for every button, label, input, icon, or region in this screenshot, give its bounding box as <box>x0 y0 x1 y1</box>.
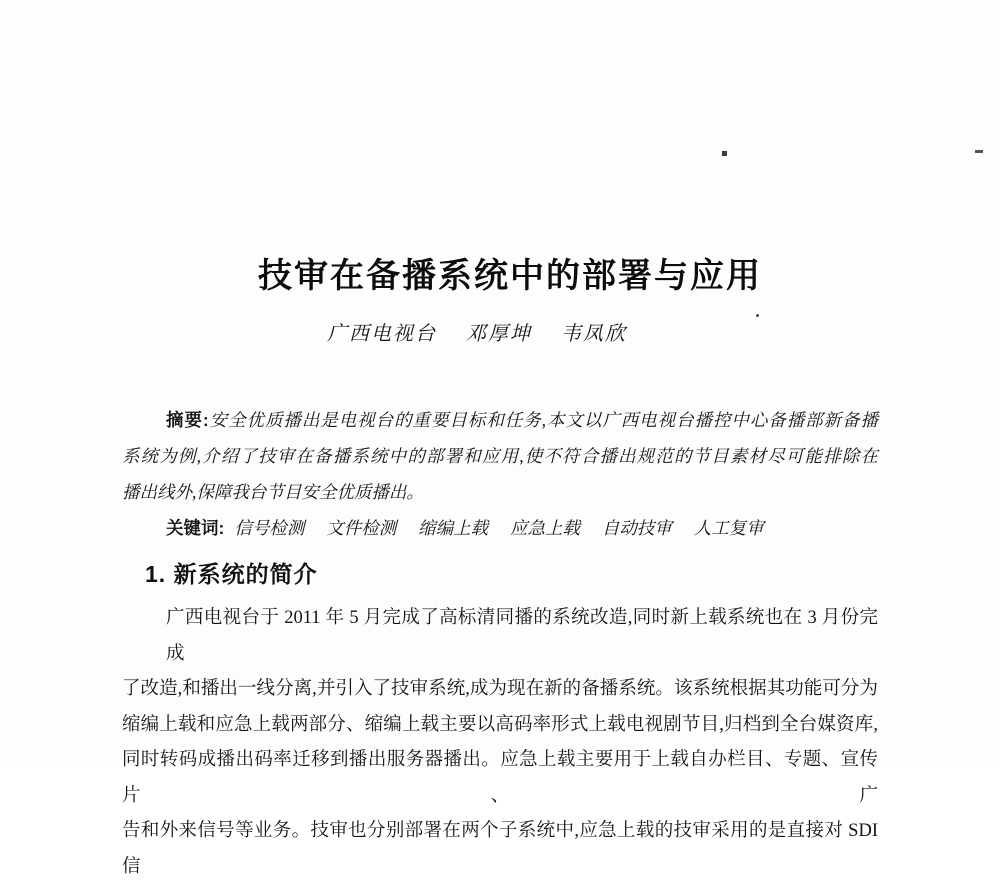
scan-artifact-dash <box>975 150 983 153</box>
abstract-line-2: 系统为例,介绍了技审在备播系统中的部署和应用,使不符合播出规范的节目素材尽可能排除在 <box>122 446 878 466</box>
keywords-label: 关键词: <box>166 518 225 538</box>
abstract-block <box>122 402 878 546</box>
abstract-line-1 <box>122 402 878 438</box>
abstract-line-3: 播出线外,保障我台节目安全优质播出。 <box>122 482 424 502</box>
keywords-list: 信号检测 文件检测 缩编上载 应急上载 自动技审 人工复审 <box>234 518 764 538</box>
body-line-5: 告和外来信号等业务。技审也分别部署在两个子系统中,应急上载的技审采用的是直接对 SDI 信 <box>122 821 878 877</box>
body-paragraph <box>122 601 878 885</box>
keywords-line <box>122 510 878 546</box>
body-line-2: 了改造,和播出一线分离,并引入了技审系统,成为现在新的备播系统。该系统根据其功能可分为 <box>122 679 878 699</box>
paper-authors: 广西电视台 邓厚坤 韦凤欣 <box>327 323 627 345</box>
abstract-text: 安全优质播出是电视台的重要目标和任务,本文以广西电视台播控中心备播部新备播 <box>208 410 879 430</box>
body-line-3: 缩编上载和应急上载两部分、缩编上载主要以高码率形式上载电视剧节目,归档到全台媒资库, <box>122 714 878 735</box>
abstract-label: 摘要: <box>166 410 209 430</box>
section-heading: 1. 新系统的简介 <box>145 561 318 587</box>
body-line-4: 同时转码成播出码率迁移到播出服务器播出。应急上载主要用于上载自办栏目、专题、宣传片、广 <box>122 750 878 806</box>
paper-title: 技审在备播系统中的部署与应用 <box>258 257 762 295</box>
scan-artifact-dot <box>722 151 727 156</box>
body-line-1: 广西电视台于 2011 年 5 月完成了高标清同播的系统改造,同时新上载系统也在 3 月份完成 <box>166 608 878 664</box>
